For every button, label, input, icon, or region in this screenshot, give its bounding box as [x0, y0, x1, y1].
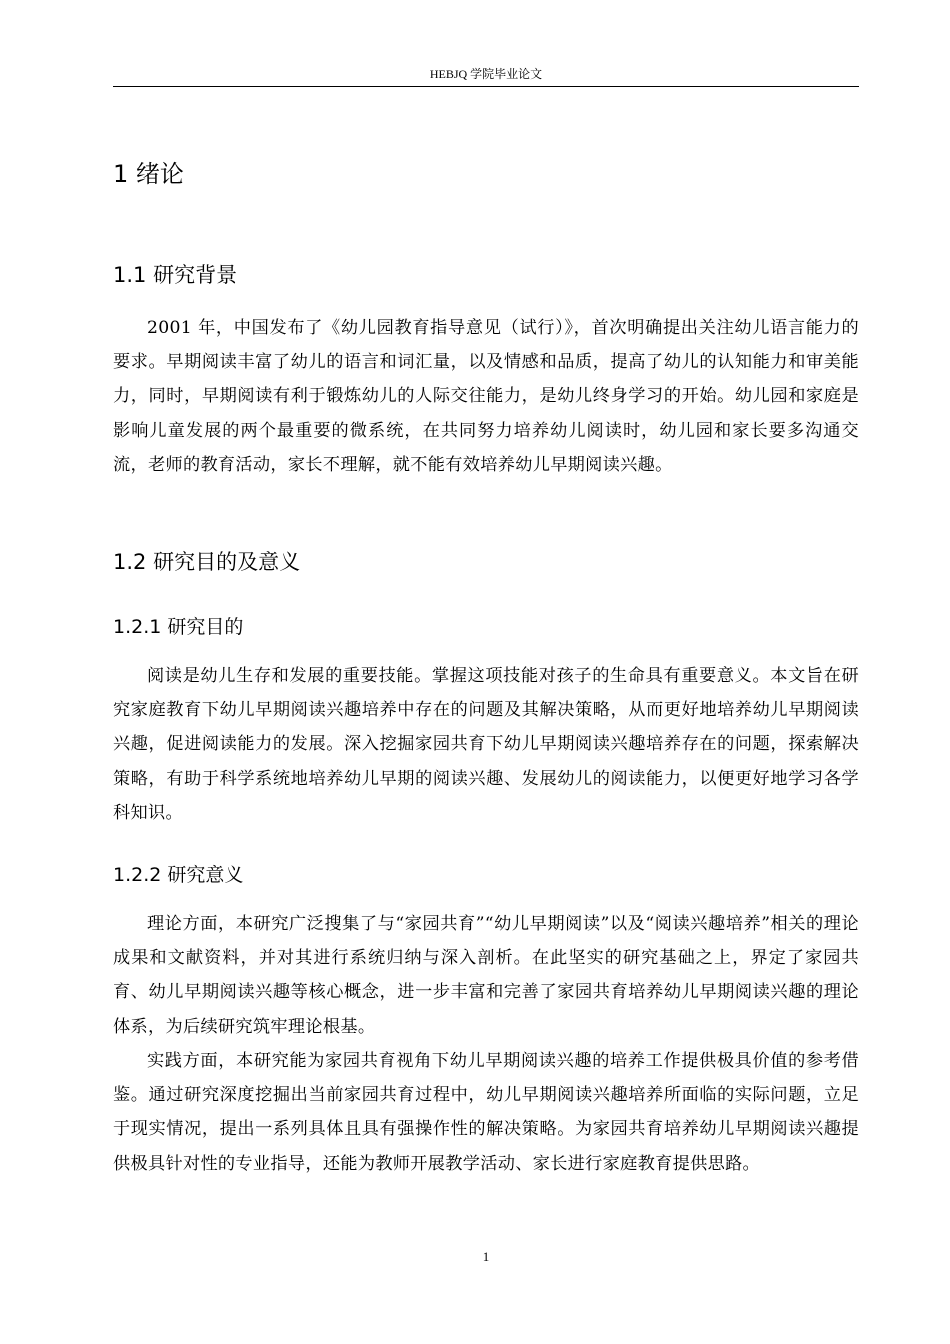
paragraph-background: 2001 年，中国发布了《幼儿园教育指导意见（试行）》，首次明确提出关注幼儿语言能力的要求。早期阅读丰富了幼儿的语言和词汇量，以及情感和品质，提高了幼儿的认知能力和审美能力，同时，早期阅读有利于锻炼幼儿的人际交往能力，是幼儿终身学习的开始。幼儿园和家庭是影响儿童发展的两个最重要的微系统，在共同努力培养幼儿阅读时，幼儿园和家长要多沟通交流，老师的教育活动，家长不理解，就不能有效培养幼儿早期阅读兴趣。	[113, 318, 859, 475]
paragraph-purpose: 阅读是幼儿生存和发展的重要技能。掌握这项技能对孩子的生命具有重要意义。本文旨在研究家庭教育下幼儿早期阅读兴趣培养中存在的问题及其解决策略，从而更好地培养幼儿早期阅读兴趣，促进阅读能力的发展。深入挖掘家园共育下幼儿早期阅读兴趣培养存在的问题，探索解决策略，有助于科学系统地培养幼儿早期的阅读兴趣、发展幼儿的阅读能力，以便更好地学习各学科知识。	[113, 666, 859, 823]
subsection-title-significance: 1.2.2 研究意义	[113, 864, 244, 886]
chapter-title: 1 绪论	[113, 160, 184, 188]
paragraph-significance-theory: 理论方面，本研究广泛搜集了与“家园共育”“幼儿早期阅读”以及“阅读兴趣培养”相关的理论成果和文献资料，并对其进行系统归纳与深入剖析。在此坚实的研究基础之上，界定了家园共育、幼儿早期阅读兴趣等核心概念，进一步丰富和完善了家园共育培养幼儿早期阅读兴趣的理论体系，为后续研究筑牢理论根基。	[113, 914, 859, 1037]
header-divider	[113, 86, 859, 87]
paragraph-significance-practice: 实践方面，本研究能为家园共育视角下幼儿早期阅读兴趣的培养工作提供极具价值的参考借鉴。通过研究深度挖掘出当前家园共育过程中，幼儿早期阅读兴趣培养所面临的实际问题，立足于现实情况，提出一系列具体且具有强操作性的解决策略。为家园共育培养幼儿早期阅读兴趣提供极具针对性的专业指导，还能为教师开展教学活动、家长进行家庭教育提供思路。	[113, 1051, 859, 1174]
section-title-purpose-significance: 1.2 研究目的及意义	[113, 550, 301, 574]
subsection-title-purpose: 1.2.1 研究目的	[113, 616, 244, 638]
page-number: 1	[482, 1249, 490, 1264]
page-header: HEBJQ 学院毕业论文	[429, 67, 543, 81]
section-title-background: 1.1 研究背景	[113, 263, 238, 287]
